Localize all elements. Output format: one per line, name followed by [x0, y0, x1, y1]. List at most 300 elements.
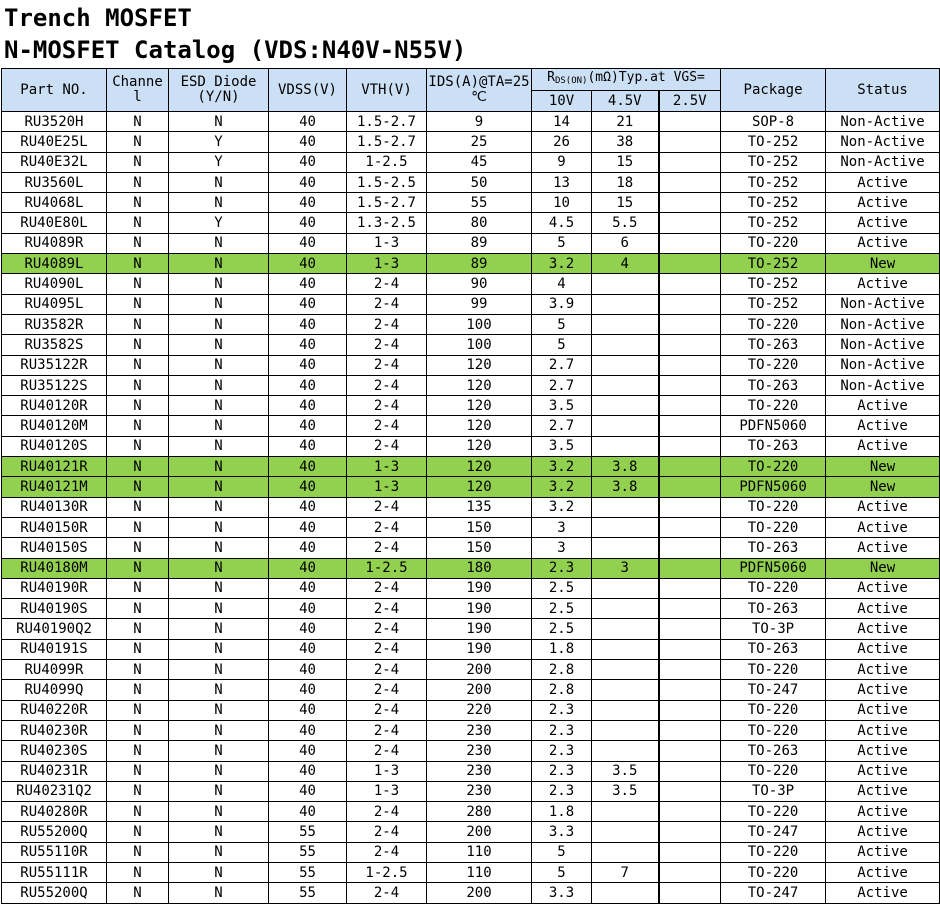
vdss-cell: 55: [269, 883, 347, 903]
part-no-cell: RU35122R: [2, 355, 107, 375]
table-row: [2, 720, 940, 740]
status-cell: Non-Active: [826, 375, 940, 395]
vdss-cell: 40: [269, 254, 347, 274]
table-row: [2, 294, 940, 314]
rds-2-5v-cell: [659, 254, 721, 274]
channel-cell: N: [107, 639, 169, 659]
vdss-cell: 55: [269, 822, 347, 842]
package-cell: TO-3P: [721, 781, 826, 801]
ids-cell: 280: [427, 802, 532, 822]
part-no-cell: RU40191S: [2, 639, 107, 659]
rds-2-5v-cell: [659, 558, 721, 578]
vth-cell: 2-4: [347, 335, 427, 355]
rds-10v-cell: 1.8: [532, 639, 592, 659]
rds-2-5v-cell: [659, 375, 721, 395]
header-vdss: VDSS(V): [269, 69, 347, 112]
rds-4-5v-cell: [592, 517, 659, 537]
status-cell: Active: [826, 497, 940, 517]
rds-4-5v-cell: [592, 314, 659, 334]
package-cell: TO-220: [721, 396, 826, 416]
table-row: [2, 274, 940, 294]
esd-diode-cell: N: [169, 538, 269, 558]
channel-cell: N: [107, 396, 169, 416]
vth-cell: 1.3-2.5: [347, 213, 427, 233]
header-part-no: Part NO.: [2, 69, 107, 112]
vth-cell: 2-4: [347, 375, 427, 395]
package-cell: PDFN5060: [721, 416, 826, 436]
status-cell: Non-Active: [826, 314, 940, 334]
ids-cell: 230: [427, 741, 532, 761]
rds-4-5v-cell: 18: [592, 172, 659, 192]
rds-10v-cell: 2.5: [532, 599, 592, 619]
esd-diode-cell: N: [169, 416, 269, 436]
package-cell: TO-263: [721, 538, 826, 558]
table-row: [2, 842, 940, 862]
table-row: [2, 396, 940, 416]
rds-4-5v-cell: [592, 274, 659, 294]
rds-10v-cell: 3: [532, 538, 592, 558]
rds-4-5v-cell: 15: [592, 193, 659, 213]
rds-2-5v-cell: [659, 152, 721, 172]
vth-cell: 1.5-2.7: [347, 193, 427, 213]
channel-cell: N: [107, 558, 169, 578]
rds-10v-cell: 5: [532, 842, 592, 862]
package-cell: TO-263: [721, 639, 826, 659]
rds-10v-cell: 5: [532, 233, 592, 253]
ids-cell: 50: [427, 172, 532, 192]
rds-4-5v-cell: 6: [592, 233, 659, 253]
vth-cell: 2-4: [347, 294, 427, 314]
part-no-cell: RU4099R: [2, 660, 107, 680]
channel-cell: N: [107, 274, 169, 294]
channel-cell: N: [107, 233, 169, 253]
rds-2-5v-cell: [659, 477, 721, 497]
status-cell: Active: [826, 680, 940, 700]
channel-cell: N: [107, 457, 169, 477]
status-cell: Active: [826, 578, 940, 598]
rds-10v-cell: 1.8: [532, 802, 592, 822]
part-no-cell: RU35122S: [2, 375, 107, 395]
ids-cell: 135: [427, 497, 532, 517]
rds-10v-cell: 3.2: [532, 497, 592, 517]
rds-4-5v-cell: 3.5: [592, 761, 659, 781]
vdss-cell: 40: [269, 599, 347, 619]
rds-2-5v-cell: [659, 578, 721, 598]
rds-10v-cell: 2.5: [532, 578, 592, 598]
rds-4-5v-cell: [592, 802, 659, 822]
ids-cell: 89: [427, 233, 532, 253]
vdss-cell: 40: [269, 274, 347, 294]
table-row: [2, 558, 940, 578]
ids-cell: 150: [427, 538, 532, 558]
channel-cell: N: [107, 578, 169, 598]
rds-2-5v-cell: [659, 314, 721, 334]
ids-cell: 120: [427, 457, 532, 477]
rds-2-5v-cell: [659, 274, 721, 294]
package-cell: TO-252: [721, 274, 826, 294]
rds-2-5v-cell: [659, 660, 721, 680]
vdss-cell: 40: [269, 457, 347, 477]
esd-diode-cell: N: [169, 599, 269, 619]
esd-diode-cell: N: [169, 660, 269, 680]
rds-suffix: (mΩ)Typ.at VGS=: [587, 70, 705, 85]
ids-cell: 180: [427, 558, 532, 578]
header-status: Status: [826, 69, 940, 112]
ids-cell: 89: [427, 254, 532, 274]
ids-cell: 100: [427, 314, 532, 334]
rds-10v-cell: 2.3: [532, 558, 592, 578]
rds-10v-cell: 2.8: [532, 660, 592, 680]
ids-cell: 190: [427, 599, 532, 619]
table-row: [2, 761, 940, 781]
rds-2-5v-cell: [659, 112, 721, 132]
package-cell: TO-263: [721, 436, 826, 456]
table-row: [2, 599, 940, 619]
vdss-cell: 40: [269, 396, 347, 416]
rds-2-5v-cell: [659, 639, 721, 659]
rds-4-5v-cell: [592, 741, 659, 761]
vth-cell: 2-4: [347, 700, 427, 720]
package-cell: TO-220: [721, 497, 826, 517]
rds-4-5v-cell: [592, 396, 659, 416]
esd-diode-cell: N: [169, 335, 269, 355]
table-row: [2, 822, 940, 842]
package-cell: TO-247: [721, 680, 826, 700]
package-cell: PDFN5060: [721, 477, 826, 497]
rds-4-5v-cell: [592, 375, 659, 395]
table-row: [2, 700, 940, 720]
package-cell: TO-263: [721, 375, 826, 395]
rds-2-5v-cell: [659, 396, 721, 416]
channel-cell: N: [107, 314, 169, 334]
rds-10v-cell: 3.3: [532, 822, 592, 842]
rds-2-5v-cell: [659, 781, 721, 801]
table-row: [2, 172, 940, 192]
package-cell: TO-252: [721, 254, 826, 274]
rds-4-5v-cell: [592, 660, 659, 680]
channel-cell: N: [107, 802, 169, 822]
esd-diode-cell: N: [169, 741, 269, 761]
part-no-cell: RU40190R: [2, 578, 107, 598]
table-row: [2, 152, 940, 172]
ids-cell: 99: [427, 294, 532, 314]
rds-10v-cell: 3.9: [532, 294, 592, 314]
ids-cell: 200: [427, 822, 532, 842]
part-no-cell: RU40231Q2: [2, 781, 107, 801]
rds-10v-cell: 26: [532, 132, 592, 152]
rds-10v-cell: 2.7: [532, 355, 592, 375]
esd-diode-cell: N: [169, 558, 269, 578]
esd-diode-cell: N: [169, 112, 269, 132]
rds-10v-cell: 2.7: [532, 416, 592, 436]
ids-cell: 110: [427, 862, 532, 882]
channel-cell: N: [107, 213, 169, 233]
part-no-cell: RU4090L: [2, 274, 107, 294]
table-row: [2, 314, 940, 334]
esd-diode-cell: N: [169, 578, 269, 598]
rds-4-5v-cell: [592, 599, 659, 619]
catalog-title: Trench MOSFET: [4, 4, 192, 32]
status-cell: New: [826, 254, 940, 274]
vdss-cell: 40: [269, 193, 347, 213]
vth-cell: 1-3: [347, 781, 427, 801]
package-cell: TO-252: [721, 152, 826, 172]
rds-10v-cell: 3.2: [532, 457, 592, 477]
ids-cell: 55: [427, 193, 532, 213]
rds-2-5v-cell: [659, 842, 721, 862]
part-no-cell: RU40121M: [2, 477, 107, 497]
vth-cell: 2-4: [347, 619, 427, 639]
ids-cell: 120: [427, 396, 532, 416]
rds-2-5v-cell: [659, 172, 721, 192]
package-cell: TO-220: [721, 842, 826, 862]
vdss-cell: 40: [269, 132, 347, 152]
esd-diode-cell: N: [169, 355, 269, 375]
rds-2-5v-cell: [659, 883, 721, 903]
rds-10v-cell: 3.3: [532, 883, 592, 903]
rds-4-5v-cell: 4: [592, 254, 659, 274]
rds-4-5v-cell: 3.8: [592, 457, 659, 477]
vdss-cell: 40: [269, 213, 347, 233]
rds-2-5v-cell: [659, 741, 721, 761]
vdss-cell: 40: [269, 700, 347, 720]
rds-10v-cell: 13: [532, 172, 592, 192]
package-cell: TO-263: [721, 599, 826, 619]
channel-cell: N: [107, 538, 169, 558]
vth-cell: 1-3: [347, 457, 427, 477]
channel-cell: N: [107, 254, 169, 274]
table-row: [2, 132, 940, 152]
header-vth: VTH(V): [347, 69, 427, 112]
package-cell: TO-220: [721, 802, 826, 822]
vth-cell: 1-3: [347, 761, 427, 781]
status-cell: New: [826, 558, 940, 578]
esd-diode-cell: N: [169, 883, 269, 903]
esd-diode-cell: N: [169, 517, 269, 537]
package-cell: TO-220: [721, 660, 826, 680]
rds-10v-cell: 2.3: [532, 700, 592, 720]
ids-cell: 200: [427, 883, 532, 903]
channel-cell: N: [107, 294, 169, 314]
table-row: [2, 517, 940, 537]
rds-10v-cell: 3: [532, 517, 592, 537]
vth-cell: 2-4: [347, 720, 427, 740]
channel-cell: N: [107, 700, 169, 720]
esd-diode-cell: N: [169, 842, 269, 862]
status-cell: Active: [826, 761, 940, 781]
package-cell: TO-247: [721, 883, 826, 903]
table-body: [2, 112, 940, 904]
status-cell: Active: [826, 720, 940, 740]
rds-10v-cell: 5: [532, 335, 592, 355]
status-cell: Active: [826, 396, 940, 416]
vth-cell: 2-4: [347, 396, 427, 416]
channel-cell: N: [107, 741, 169, 761]
vdss-cell: 40: [269, 294, 347, 314]
part-no-cell: RU40230S: [2, 741, 107, 761]
status-cell: Active: [826, 436, 940, 456]
rds-4-5v-cell: [592, 578, 659, 598]
rds-4-5v-cell: [592, 822, 659, 842]
vth-cell: 2-4: [347, 274, 427, 294]
rds-2-5v-cell: [659, 497, 721, 517]
rds-2-5v-cell: [659, 720, 721, 740]
part-no-cell: RU55200Q: [2, 883, 107, 903]
channel-cell: N: [107, 599, 169, 619]
rds-4-5v-cell: [592, 619, 659, 639]
status-cell: Active: [826, 213, 940, 233]
package-cell: TO-220: [721, 517, 826, 537]
channel-cell: N: [107, 193, 169, 213]
part-no-cell: RU40150S: [2, 538, 107, 558]
channel-cell: N: [107, 477, 169, 497]
status-cell: Non-Active: [826, 132, 940, 152]
ids-cell: 150: [427, 517, 532, 537]
channel-cell: N: [107, 112, 169, 132]
rds-4-5v-cell: 3.8: [592, 477, 659, 497]
mosfet-table: [1, 68, 940, 904]
part-no-cell: RU40220R: [2, 700, 107, 720]
channel-cell: N: [107, 335, 169, 355]
rds-prefix: R: [547, 70, 555, 85]
ids-cell: 120: [427, 477, 532, 497]
channel-cell: N: [107, 883, 169, 903]
part-no-cell: RU40231R: [2, 761, 107, 781]
table-row: [2, 781, 940, 801]
status-cell: Non-Active: [826, 112, 940, 132]
ids-cell: 230: [427, 781, 532, 801]
rds-10v-cell: 2.3: [532, 761, 592, 781]
header-esd-diode: ESD Diode (Y/N): [169, 69, 269, 112]
package-cell: TO-263: [721, 741, 826, 761]
table-row: [2, 578, 940, 598]
package-cell: SOP-8: [721, 112, 826, 132]
package-cell: TO-220: [721, 233, 826, 253]
vth-cell: 2-4: [347, 355, 427, 375]
status-cell: Active: [826, 883, 940, 903]
vdss-cell: 40: [269, 538, 347, 558]
esd-diode-cell: N: [169, 172, 269, 192]
rds-10v-cell: 3.5: [532, 436, 592, 456]
channel-cell: N: [107, 416, 169, 436]
status-cell: Active: [826, 660, 940, 680]
table-row: [2, 538, 940, 558]
part-no-cell: RU40180M: [2, 558, 107, 578]
vth-cell: 2-4: [347, 741, 427, 761]
header-vgs-2-5v: 2.5V: [659, 91, 721, 112]
rds-4-5v-cell: 7: [592, 862, 659, 882]
rds-4-5v-cell: [592, 538, 659, 558]
vth-cell: 1.5-2.5: [347, 172, 427, 192]
status-cell: Non-Active: [826, 335, 940, 355]
table-row: [2, 375, 940, 395]
rds-10v-cell: 3.2: [532, 477, 592, 497]
esd-diode-cell: N: [169, 375, 269, 395]
status-cell: Active: [826, 862, 940, 882]
channel-cell: N: [107, 862, 169, 882]
package-cell: TO-252: [721, 294, 826, 314]
part-no-cell: RU4089R: [2, 233, 107, 253]
vdss-cell: 40: [269, 517, 347, 537]
status-cell: Active: [826, 700, 940, 720]
rds-2-5v-cell: [659, 862, 721, 882]
table-row: [2, 619, 940, 639]
rds-10v-cell: 4.5: [532, 213, 592, 233]
rds-4-5v-cell: 3: [592, 558, 659, 578]
table-row: [2, 802, 940, 822]
rds-2-5v-cell: [659, 132, 721, 152]
part-no-cell: RU40121R: [2, 457, 107, 477]
esd-diode-cell: N: [169, 314, 269, 334]
vdss-cell: 40: [269, 741, 347, 761]
ids-cell: 120: [427, 375, 532, 395]
vth-cell: 2-4: [347, 822, 427, 842]
part-no-cell: RU40230R: [2, 720, 107, 740]
vth-cell: 2-4: [347, 639, 427, 659]
esd-diode-cell: N: [169, 700, 269, 720]
esd-diode-cell: N: [169, 781, 269, 801]
catalog-subtitle: N-MOSFET Catalog (VDS:N40V-N55V): [4, 36, 467, 64]
table-row: [2, 355, 940, 375]
status-cell: New: [826, 457, 940, 477]
part-no-cell: RU40150R: [2, 517, 107, 537]
package-cell: PDFN5060: [721, 558, 826, 578]
esd-diode-cell: N: [169, 680, 269, 700]
package-cell: TO-220: [721, 578, 826, 598]
rds-2-5v-cell: [659, 599, 721, 619]
status-cell: Active: [826, 781, 940, 801]
ids-cell: 190: [427, 619, 532, 639]
rds-4-5v-cell: [592, 720, 659, 740]
rds-4-5v-cell: [592, 436, 659, 456]
package-cell: TO-247: [721, 822, 826, 842]
esd-diode-cell: N: [169, 396, 269, 416]
channel-cell: N: [107, 680, 169, 700]
part-no-cell: RU3520H: [2, 112, 107, 132]
rds-2-5v-cell: [659, 457, 721, 477]
vth-cell: 2-4: [347, 680, 427, 700]
package-cell: TO-252: [721, 172, 826, 192]
rds-subscript: DS(ON): [554, 76, 588, 86]
vdss-cell: 40: [269, 233, 347, 253]
part-no-cell: RU40E25L: [2, 132, 107, 152]
esd-diode-cell: N: [169, 294, 269, 314]
part-no-cell: RU40120S: [2, 436, 107, 456]
rds-10v-cell: 2.3: [532, 741, 592, 761]
part-no-cell: RU3582S: [2, 335, 107, 355]
status-cell: Active: [826, 193, 940, 213]
vth-cell: 2-4: [347, 416, 427, 436]
vth-cell: 1.5-2.7: [347, 112, 427, 132]
esd-diode-cell: N: [169, 720, 269, 740]
vdss-cell: 40: [269, 152, 347, 172]
package-cell: TO-220: [721, 457, 826, 477]
vdss-cell: 40: [269, 355, 347, 375]
vdss-cell: 40: [269, 112, 347, 132]
table-row: [2, 497, 940, 517]
rds-2-5v-cell: [659, 294, 721, 314]
channel-cell: N: [107, 781, 169, 801]
rds-4-5v-cell: [592, 497, 659, 517]
esd-diode-cell: N: [169, 862, 269, 882]
table-row: [2, 741, 940, 761]
vdss-cell: 40: [269, 680, 347, 700]
channel-cell: N: [107, 152, 169, 172]
header-vgs-4-5v: 4.5V: [592, 91, 659, 112]
esd-diode-cell: N: [169, 822, 269, 842]
ids-cell: 230: [427, 761, 532, 781]
header-package: Package: [721, 69, 826, 112]
